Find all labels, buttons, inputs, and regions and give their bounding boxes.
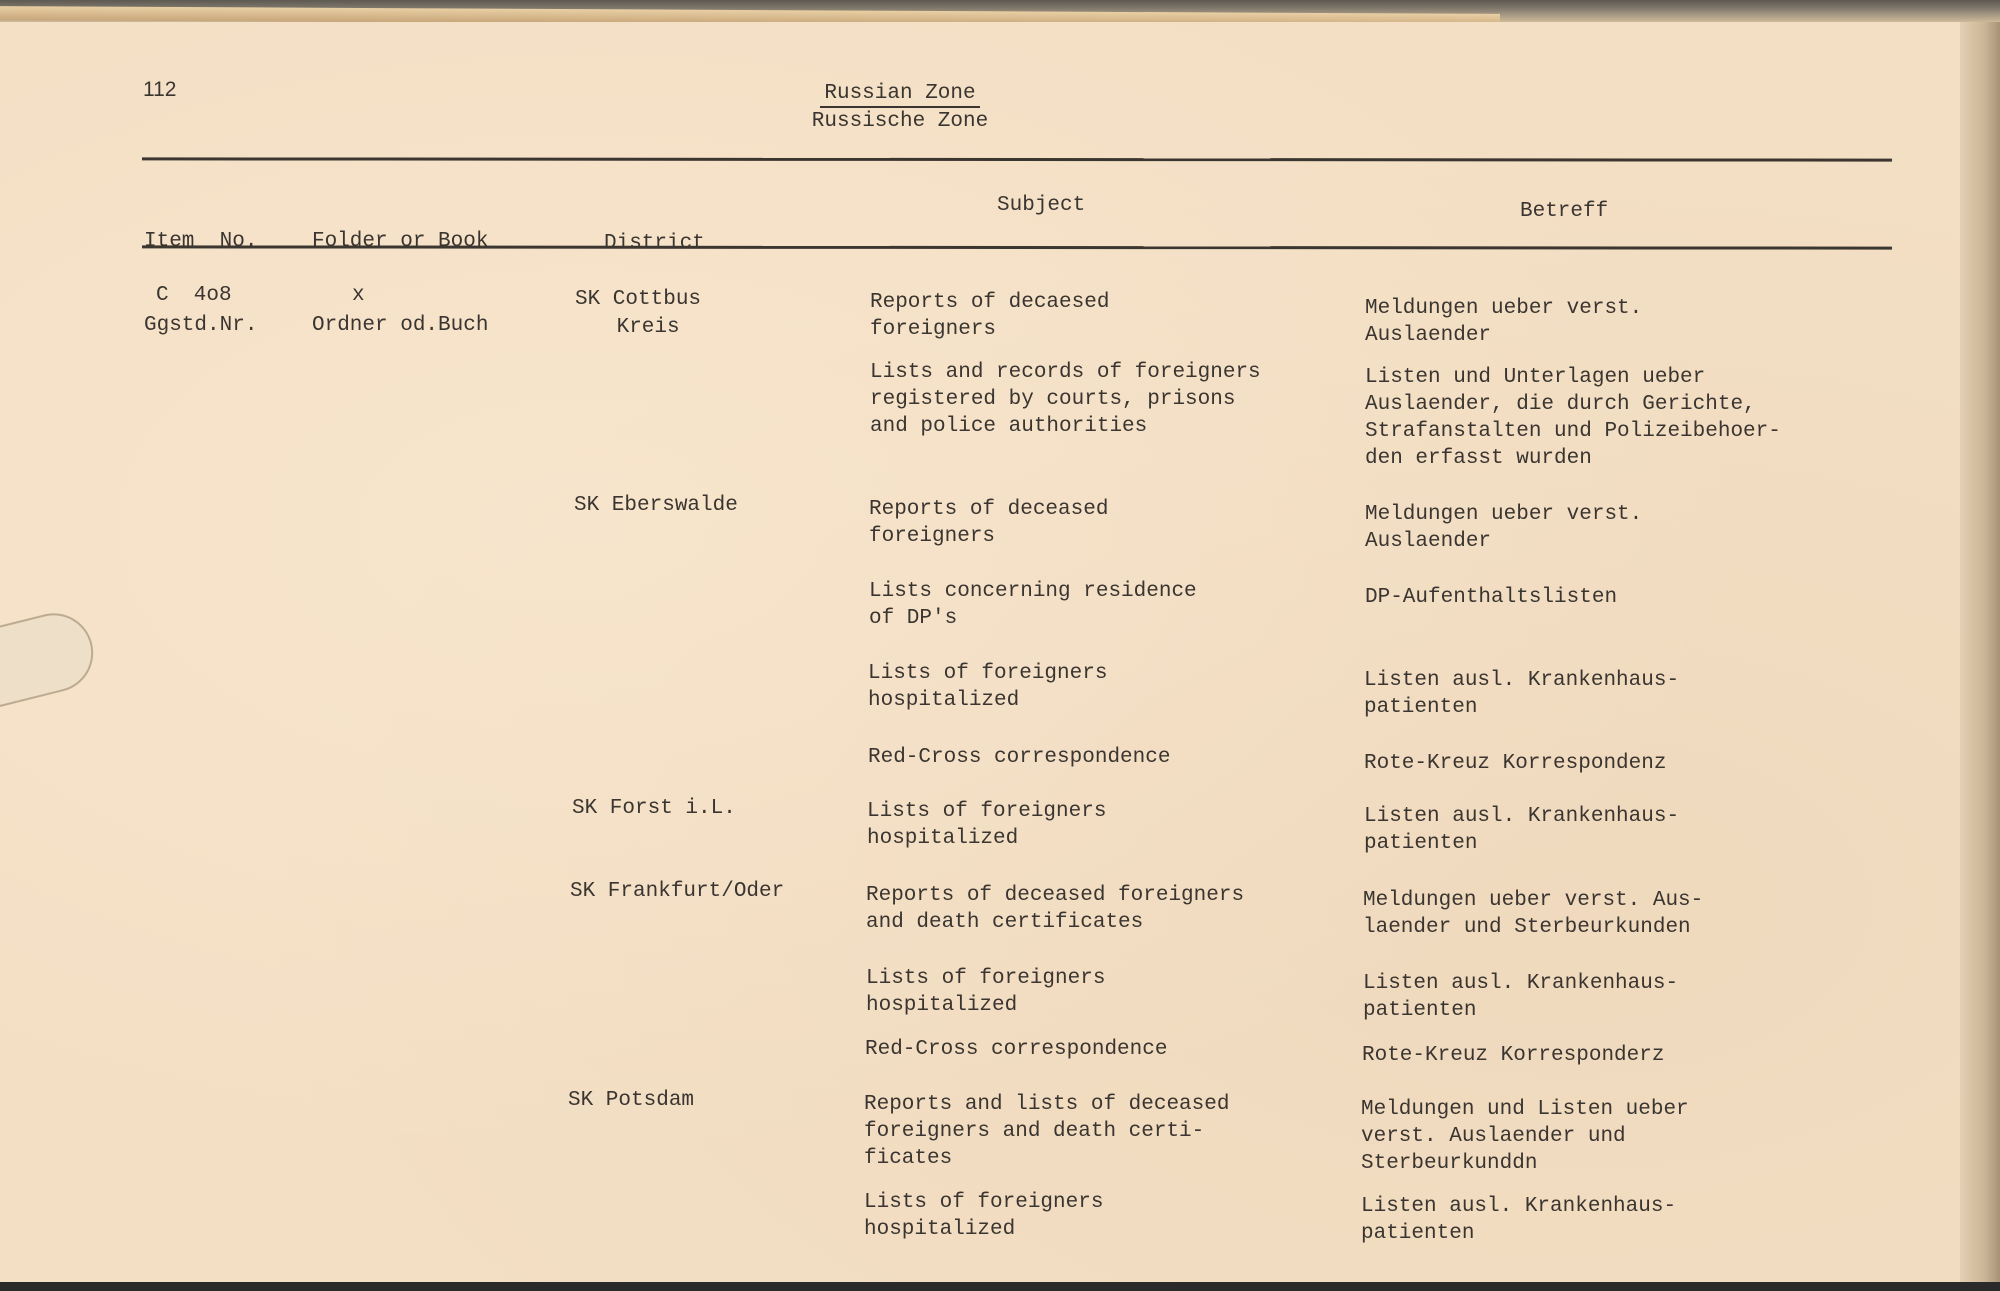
entry-betreff: Meldungen ueber verst. Auslaender <box>1365 297 1643 347</box>
entry-subject: Reports and lists of deceased foreigners and death certi- ficates <box>864 1093 1230 1170</box>
entry-betreff: Meldungen ueber verst. Aus- laender und Sterbeurkunden <box>1363 889 1704 939</box>
zone-title <box>790 80 1010 136</box>
district-frankfurt-oder: SK Frankfurt/Oder <box>570 880 785 903</box>
zone-title-english: Russian Zone <box>820 82 979 108</box>
zone-title-german: Russische Zone <box>811 110 989 133</box>
header-folder <box>312 172 488 368</box>
entry-subject: Reports of deceased foreigners and death certificates <box>866 884 1245 934</box>
header-district <box>604 174 705 370</box>
district-cottbus: SK Cottbus <box>575 288 702 311</box>
folder-marker: x <box>352 284 365 307</box>
entry-betreff: Rote-Kreuz Korrespondenz <box>1364 752 1667 775</box>
entry-subject: Red-Cross correspondence <box>865 1038 1168 1061</box>
entry-betreff: Listen ausl. Krankenhaus- patienten <box>1364 805 1680 855</box>
entry-betreff: Listen und Unterlagen ueber Auslaender, die durch Gerichte, Strafanstalten und Polizeibehoer- den erfasst wurden <box>1365 366 1781 470</box>
entry-subject: Reports of deceased foreigners <box>869 498 1109 548</box>
entry-betreff: Listen ausl. Krankenhaus- patienten <box>1364 669 1680 719</box>
header-subject: Subject <box>997 194 1086 217</box>
header-betreff: Betreff <box>1520 200 1609 223</box>
district-potsdam: SK Potsdam <box>568 1089 695 1112</box>
header-district-de: Kreis <box>604 316 680 339</box>
district-forst: SK Forst i.L. <box>572 797 736 820</box>
header-folder-de: Ordner od.Buch <box>312 314 489 337</box>
entry-betreff: Meldungen und Listen ueber verst. Auslaender und Sterbeurkunddn <box>1361 1098 1689 1175</box>
entry-subject: Red-Cross correspondence <box>868 746 1171 769</box>
header-item-no-en: Item No. <box>144 230 258 253</box>
header-folder-en: Folder or Book <box>312 230 489 253</box>
header-item-no <box>144 172 257 368</box>
entry-betreff: Listen ausl. Krankenhaus- patienten <box>1363 972 1679 1022</box>
entry-betreff: DP-Aufenthaltslisten <box>1365 586 1618 609</box>
entry-subject: Lists of foreigners hospitalized <box>864 1191 1104 1241</box>
entry-subject: Lists of foreigners hospitalized <box>867 800 1107 850</box>
entry-subject: Lists of foreigners hospitalized <box>866 967 1106 1017</box>
header-district-en: District <box>604 232 705 255</box>
item-number: C 4o8 <box>156 284 232 307</box>
district-eberswalde: SK Eberswalde <box>574 494 738 517</box>
entry-subject: Lists of foreigners hospitalized <box>868 662 1108 712</box>
header-item-no-de: Ggstd.Nr. <box>144 314 258 337</box>
page-right-edge <box>1960 22 2000 1284</box>
scan-bottom-background <box>0 1282 2000 1291</box>
entry-betreff: Listen ausl. Krankenhaus- patienten <box>1361 1195 1677 1245</box>
entry-subject: Lists concerning residence of DP's <box>869 580 1197 630</box>
page-number: 112 <box>143 78 177 101</box>
entry-subject: Reports of decaesed foreigners <box>870 291 1110 341</box>
entry-betreff: Rote-Kreuz Korresponderz <box>1362 1044 1665 1067</box>
entry-subject: Lists and records of foreigners registered by courts, prisons and police authorities <box>870 361 1261 438</box>
entry-betreff: Meldungen ueber verst. Auslaender <box>1365 503 1643 553</box>
